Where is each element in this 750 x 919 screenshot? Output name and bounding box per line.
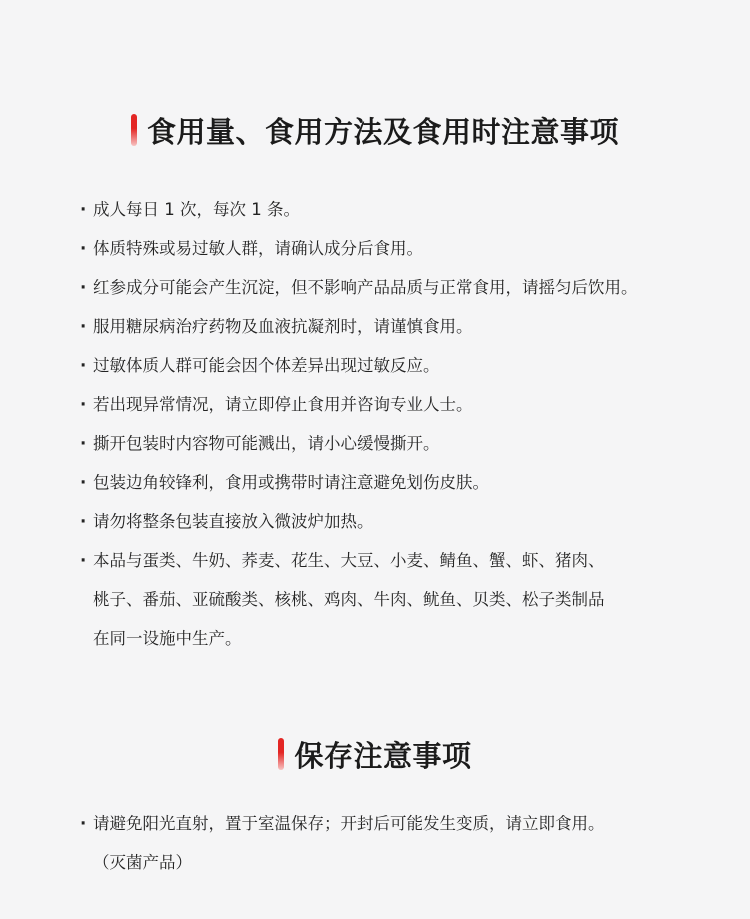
item-text: 请勿将整条包装直接放入微波炉加热。	[93, 512, 374, 531]
heading-storage-inner	[278, 734, 471, 775]
section-heading-storage	[0, 734, 750, 774]
item-text: 若出现异常情况，请立即停止食用并咨询专业人士。	[93, 395, 473, 414]
storage-note	[80, 843, 605, 882]
allergen-continuation	[80, 619, 638, 658]
item-text: 撕开包装时内容物可能溅出，请小心缓慢撕开。	[93, 434, 440, 453]
storage-text: 请避免阳光直射，置于室温保存；开封后可能发生变质，请立即食用。	[93, 814, 605, 833]
allergen-line-3: 在同一设施中生产。	[93, 629, 242, 648]
bullet: ·	[80, 317, 87, 336]
list-item	[80, 307, 638, 346]
allergen-continuation	[80, 580, 638, 619]
list-item	[80, 346, 638, 385]
list-item	[80, 424, 638, 463]
bullet: ·	[80, 814, 87, 833]
list-item	[80, 502, 638, 541]
list-item	[80, 385, 638, 424]
item-text: 红参成分可能会产生沉淀，但不影响产品品质与正常食用，请摇匀后饮用。	[93, 278, 638, 297]
allergen-line-2: 桃子、番茄、亚硫酸类、核桃、鸡肉、牛肉、鱿鱼、贝类、松子类制品	[93, 590, 605, 609]
item-text: 过敏体质人群可能会因个体差异出现过敏反应。	[93, 356, 440, 375]
sterilized-note: （灭菌产品）	[93, 853, 192, 872]
list-item	[80, 268, 638, 307]
bullet: ·	[80, 512, 87, 531]
bullet: ·	[80, 473, 87, 492]
heading-accent-bar	[278, 738, 284, 770]
bullet: ·	[80, 434, 87, 453]
bullet: ·	[80, 395, 87, 414]
heading-usage-inner	[131, 110, 619, 151]
item-text: 成人每日 1 次，每次 1 条。	[93, 200, 300, 219]
bullet: ·	[80, 551, 87, 570]
heading-accent-bar	[131, 114, 137, 146]
heading-usage-title: 食用量、食用方法及食用时注意事项	[146, 114, 619, 149]
list-item	[80, 463, 638, 502]
usage-notes-list	[80, 190, 638, 658]
section-heading-usage	[0, 110, 750, 150]
bullet: ·	[80, 200, 87, 219]
heading-storage-title: 保存注意事项	[294, 738, 472, 773]
bullet: ·	[80, 278, 87, 297]
storage-notes-list	[80, 804, 605, 882]
list-item	[80, 229, 638, 268]
bullet: ·	[80, 239, 87, 258]
list-item	[80, 804, 605, 843]
allergen-list-item	[80, 541, 638, 580]
item-text: 服用糖尿病治疗药物及血液抗凝剂时，请谨慎食用。	[93, 317, 473, 336]
item-text: 体质特殊或易过敏人群，请确认成分后食用。	[93, 239, 423, 258]
allergen-line-1: 本品与蛋类、牛奶、荞麦、花生、大豆、小麦、鲭鱼、蟹、虾、猪肉、	[93, 551, 605, 570]
list-item	[80, 190, 638, 229]
item-text: 包装边角较锋利，食用或携带时请注意避免划伤皮肤。	[93, 473, 489, 492]
bullet: ·	[80, 356, 87, 375]
